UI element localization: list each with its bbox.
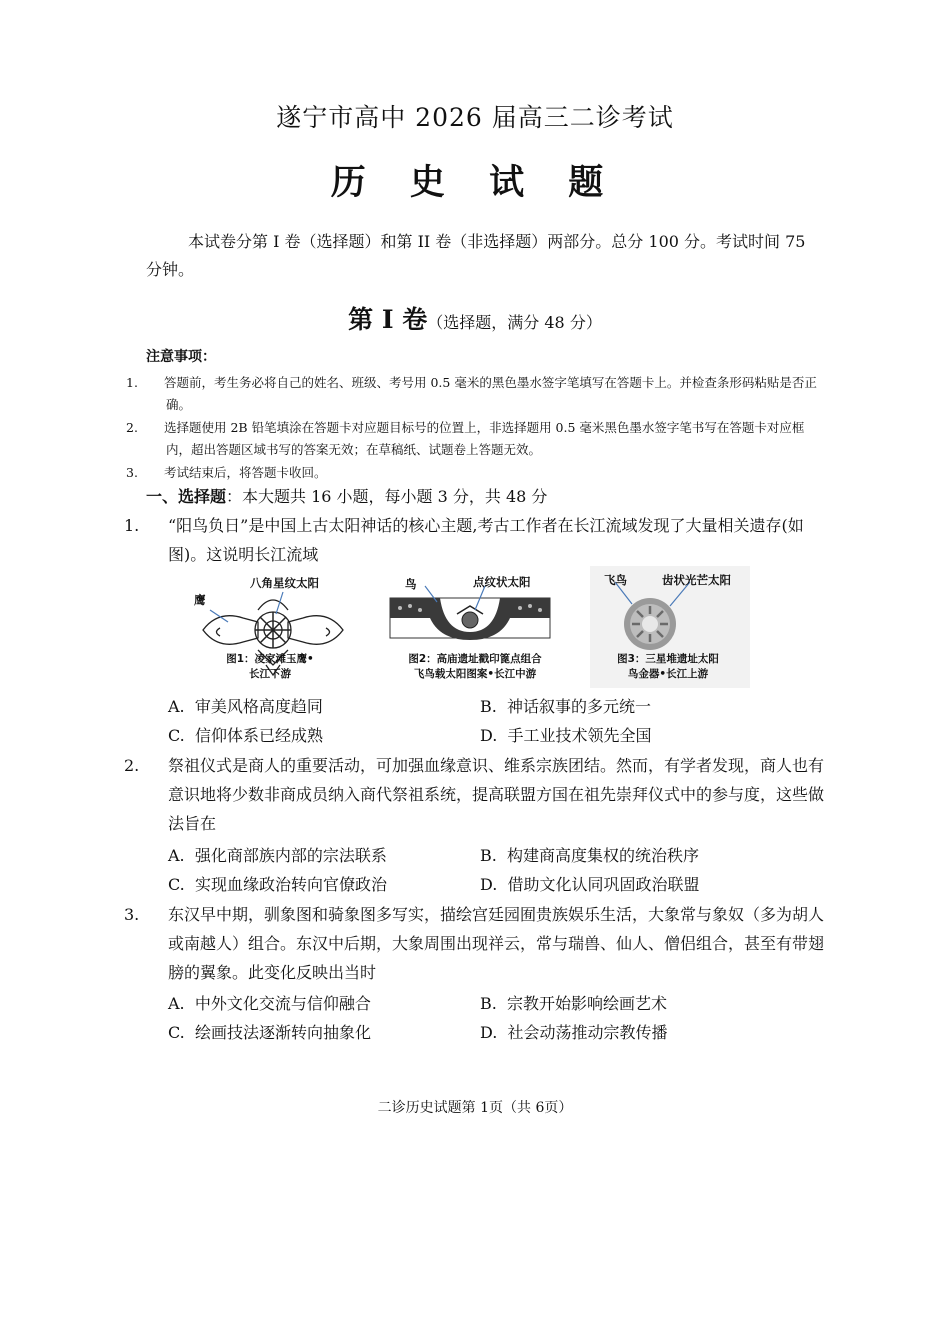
option-key: A. bbox=[168, 697, 185, 716]
question-number: 1. bbox=[124, 516, 140, 535]
note-text: 选择题使用 2B 铅笔填涂在答题卡对应题目标号的位置上，非选择题用 0.5 毫米黑色墨水签字笔书写在答题卡对应框内，超出答题区域书写的答案无效；在草稿纸、试题卷上答题无效。 bbox=[164, 420, 805, 457]
option-key: D. bbox=[480, 875, 498, 894]
option-text: 神话叙事的多元统一 bbox=[507, 697, 652, 716]
caption-line: 长江下游 bbox=[249, 668, 291, 680]
note-item bbox=[126, 372, 826, 416]
option-text: 绘画技法逐渐转向抽象化 bbox=[194, 1023, 371, 1042]
question-text: “阳鸟负日”是中国上古太阳神话的核心主题,考古工作者在长江流域发现了大量相关遗存(如图)。这说明长江流域 bbox=[168, 516, 804, 564]
caption-line: 图1：凌家滩玉鹰• bbox=[226, 653, 314, 665]
option-c[interactable] bbox=[168, 1020, 371, 1043]
option-a[interactable] bbox=[168, 843, 387, 866]
option-key: B. bbox=[480, 994, 497, 1013]
option-d[interactable] bbox=[480, 1020, 668, 1043]
figure-2 bbox=[385, 570, 555, 650]
figure-label: 鹰 bbox=[194, 593, 206, 607]
section-label: 一、选择题 bbox=[146, 487, 227, 506]
figure-label: 八角星纹太阳 bbox=[250, 576, 319, 590]
figure-3-caption bbox=[598, 652, 738, 682]
caption-line: 图3：三星堆遗址太阳 bbox=[617, 653, 719, 665]
option-key: B. bbox=[480, 697, 497, 716]
option-text: 强化商部族内部的宗法联系 bbox=[194, 846, 387, 865]
option-text: 实现血缘政治转向官僚政治 bbox=[194, 875, 387, 894]
option-text: 借助文化认同巩固政治联盟 bbox=[507, 875, 700, 894]
figure-2-caption bbox=[390, 652, 560, 682]
question-number: 3. bbox=[124, 905, 140, 924]
caption-line: 图2：高庙遗址戳印篦点组合 bbox=[408, 653, 542, 665]
option-b[interactable] bbox=[480, 843, 699, 866]
volume-heading bbox=[0, 300, 950, 336]
notes-heading: 注意事项： bbox=[146, 349, 216, 365]
section-desc: ：本大题共 16 小题，每小题 3 分，共 48 分 bbox=[226, 487, 548, 506]
option-text: 社会动荡推动宗教传播 bbox=[507, 1023, 668, 1042]
option-key: D. bbox=[480, 1023, 498, 1042]
option-key: A. bbox=[168, 994, 185, 1013]
option-c[interactable] bbox=[168, 872, 387, 895]
figure-1-caption bbox=[195, 652, 345, 682]
figure-label: 飞鸟 bbox=[604, 573, 627, 587]
option-key: C. bbox=[168, 726, 185, 745]
volume-note: （选择题，满分 48 分） bbox=[427, 313, 602, 332]
question-text: 东汉早中期，驯象图和骑象图多写实，描绘宫廷园囿贵族娱乐生活，大象常与象奴（多为胡人或南越人）组合。东汉中后期，大象周围出现祥云，常与瑞兽、仙人、僧侣组合，甚至有带翅膀的翼象。此变化反映出当时 bbox=[168, 905, 825, 982]
volume-title: 第 I 卷 bbox=[348, 305, 428, 334]
note-item bbox=[126, 462, 826, 484]
option-key: C. bbox=[168, 875, 185, 894]
note-text: 答题前，考生务必将自己的姓名、班级、考号用 0.5 毫米的黑色墨水签字笔填写在答题卡上。并检查条形码粘贴是否正确。 bbox=[164, 375, 817, 412]
note-number: 3. bbox=[126, 465, 138, 480]
question-2-stem bbox=[124, 751, 828, 838]
question-text: 祭祖仪式是商人的重要活动，可加强血缘意识、维系宗族团结。然而，有学者发现，商人也有意识地将少数非商成员纳入商代祭祖系统，提高联盟方国在祖先崇拜仪式中的参与度，这些做法旨在 bbox=[168, 756, 825, 833]
caption-line: 鸟金器•长江上游 bbox=[627, 668, 709, 680]
figure-label: 齿状光芒太阳 bbox=[662, 573, 731, 587]
option-key: A. bbox=[168, 846, 185, 865]
option-a[interactable] bbox=[168, 991, 371, 1014]
option-a[interactable] bbox=[168, 694, 323, 717]
option-text: 审美风格高度趋同 bbox=[194, 697, 323, 716]
figure-label: 鸟 bbox=[405, 577, 417, 591]
option-text: 中外文化交流与信仰融合 bbox=[194, 994, 371, 1013]
option-b[interactable] bbox=[480, 991, 667, 1014]
option-key: B. bbox=[480, 846, 497, 865]
note-text: 考试结束后，将答题卡收回。 bbox=[164, 465, 327, 480]
option-d[interactable] bbox=[480, 872, 700, 895]
option-c[interactable] bbox=[168, 723, 323, 746]
question-1-stem bbox=[124, 511, 828, 569]
question-3-stem bbox=[124, 900, 828, 987]
page-footer: 二诊历史试题第 1页（共 6页） bbox=[377, 1100, 573, 1116]
option-text: 手工业技术领先全国 bbox=[507, 726, 652, 745]
section-heading bbox=[146, 484, 547, 507]
option-b[interactable] bbox=[480, 694, 651, 717]
option-d[interactable] bbox=[480, 723, 652, 746]
option-key: D. bbox=[480, 726, 498, 745]
exam-title: 遂宁市高中 2026 届高三二诊考试 bbox=[276, 103, 674, 132]
note-number: 2. bbox=[126, 420, 138, 435]
caption-line: 飞鸟载太阳图案•长江中游 bbox=[413, 668, 537, 680]
subject-title: 历 史 试 题 bbox=[330, 162, 620, 203]
option-text: 构建商高度集权的统治秩序 bbox=[507, 846, 700, 865]
option-key: C. bbox=[168, 1023, 185, 1042]
note-number: 1. bbox=[126, 375, 138, 390]
figure-label: 点纹状太阳 bbox=[473, 575, 531, 589]
option-text: 宗教开始影响绘画艺术 bbox=[507, 994, 668, 1013]
intro-paragraph: 本试卷分第 I 卷（选择题）和第 II 卷（非选择题）两部分。总分 100 分。考试时间 75 分钟。 bbox=[146, 232, 806, 279]
note-item bbox=[126, 417, 826, 461]
option-text: 信仰体系已经成熟 bbox=[194, 726, 323, 745]
question-number: 2. bbox=[124, 756, 140, 775]
